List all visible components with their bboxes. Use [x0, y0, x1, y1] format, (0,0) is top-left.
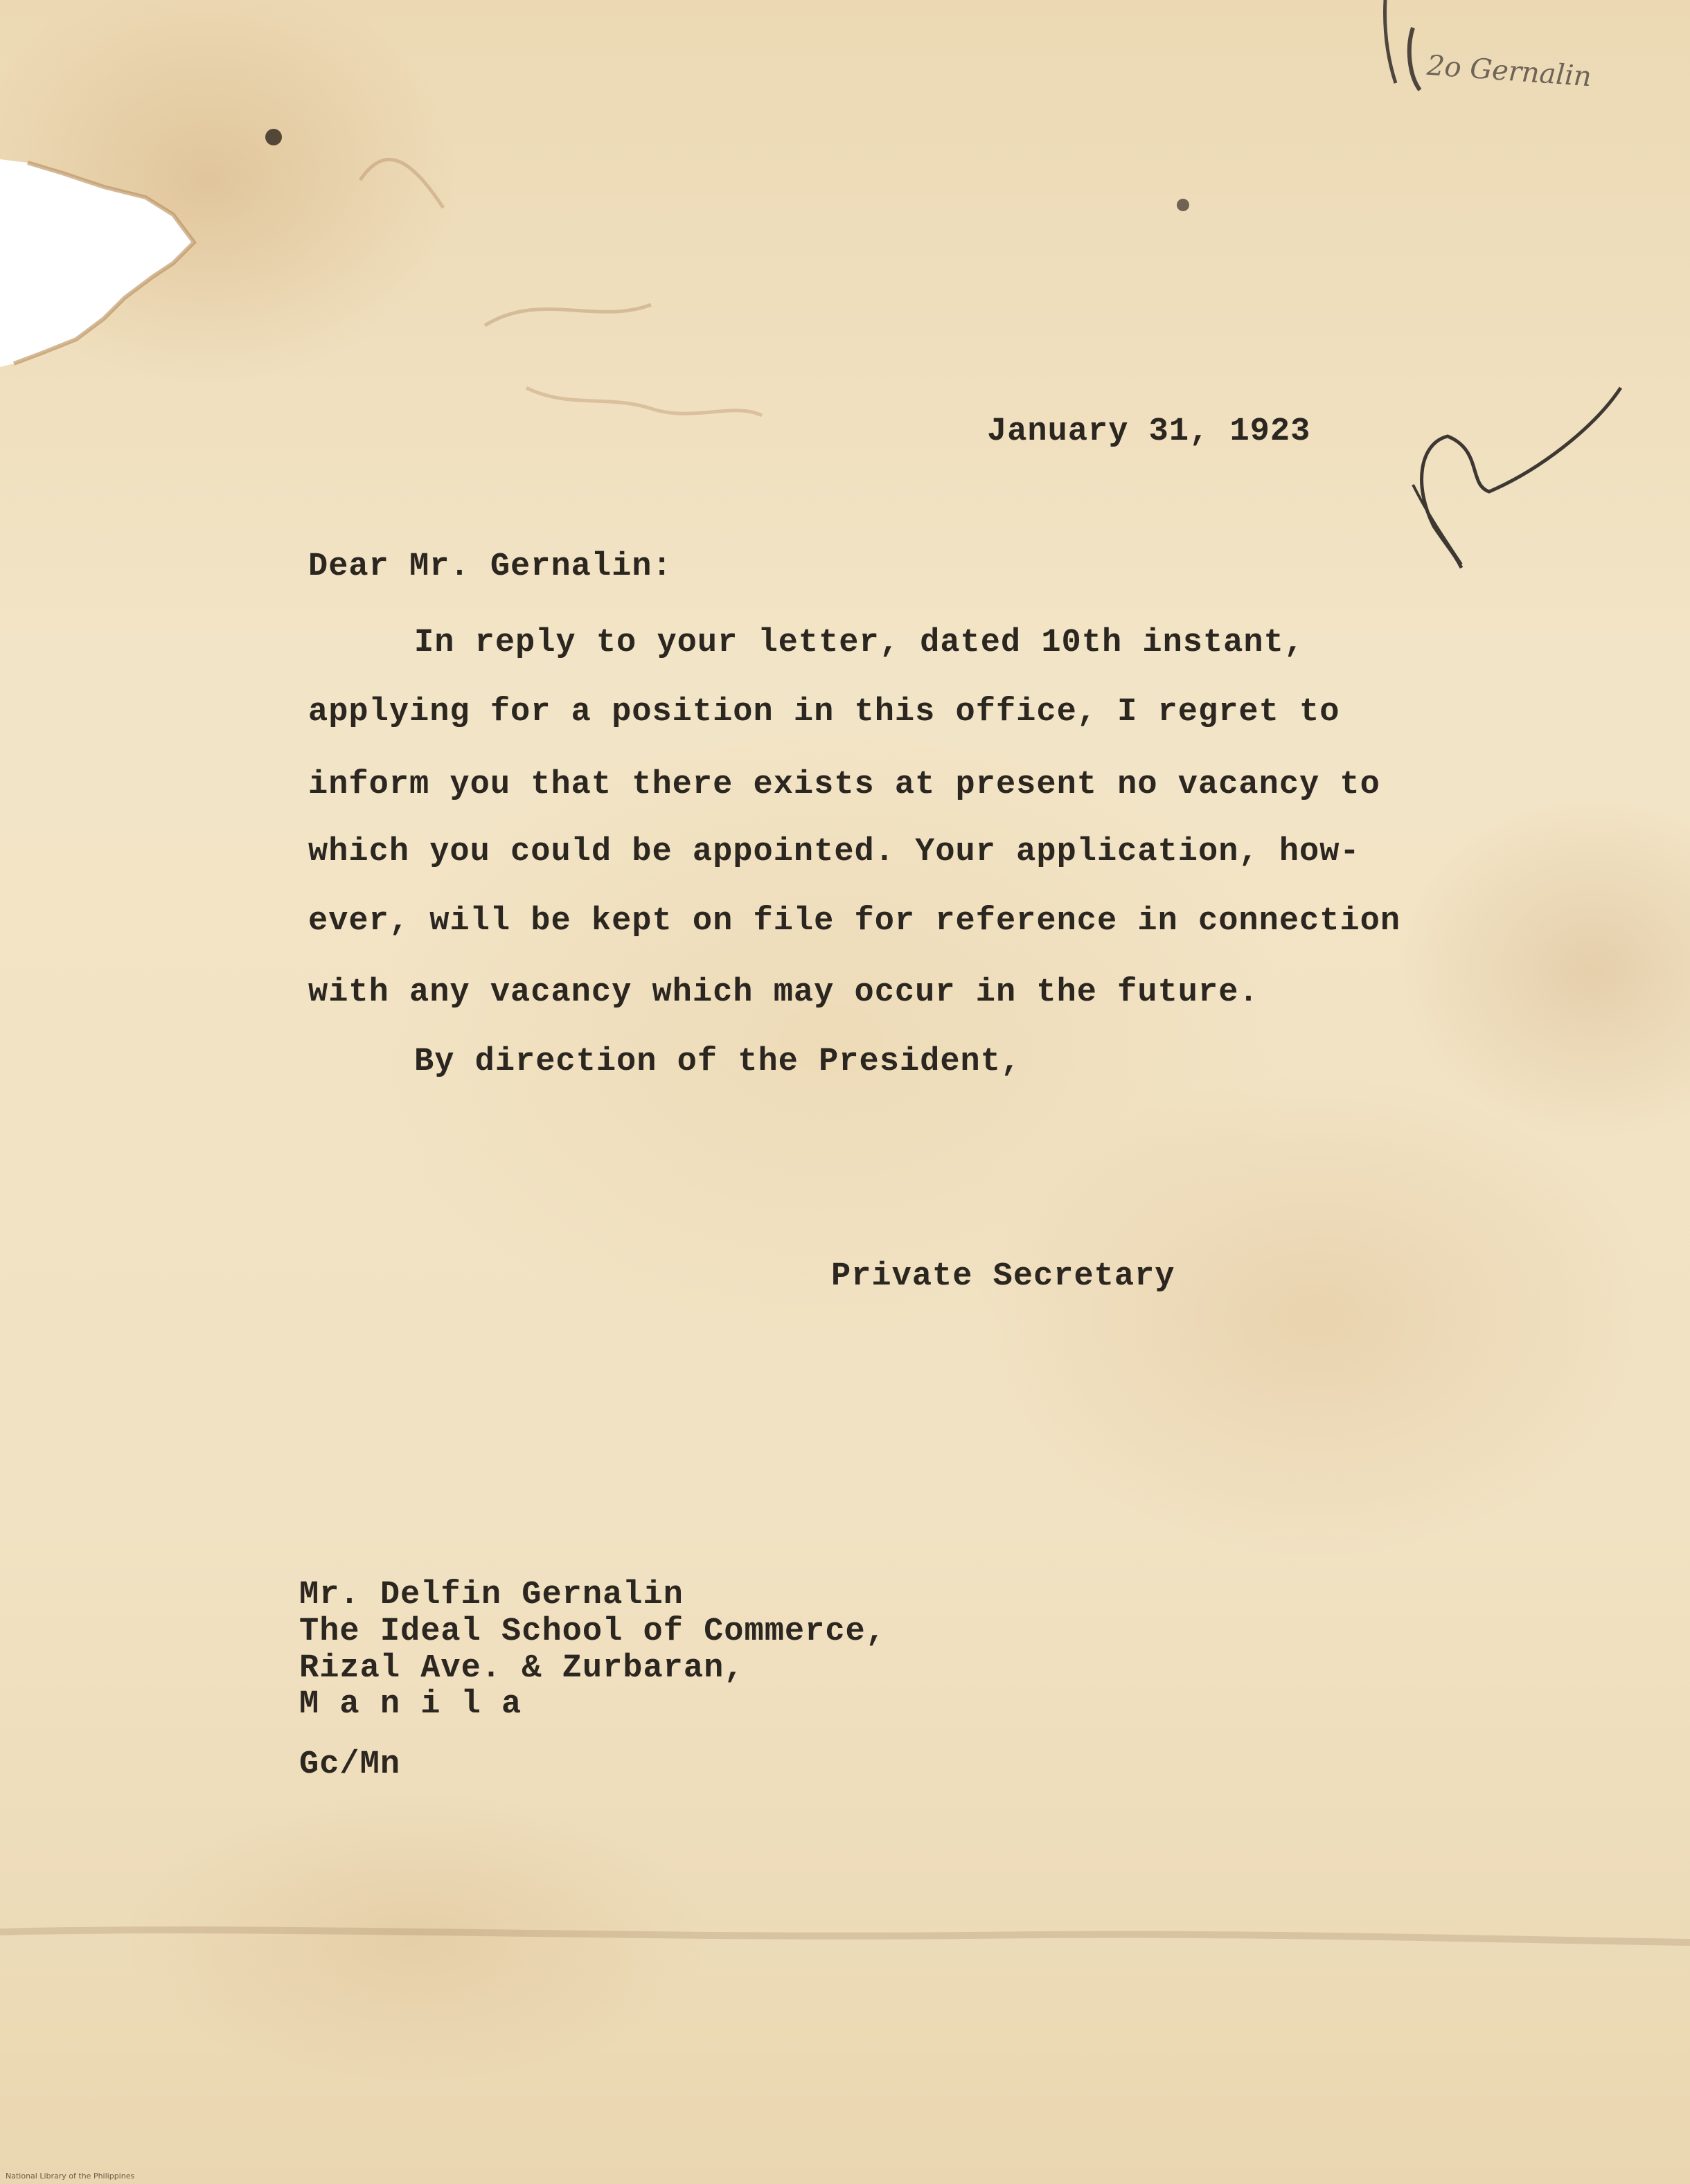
body-line: applying for a position in this office, I regret to	[308, 694, 1340, 731]
recipient-city: M a n i l a	[299, 1686, 522, 1723]
recipient-organization: The Ideal School of Commerce,	[299, 1613, 886, 1650]
body-line: ever, will be kept on file for reference in connection	[308, 903, 1401, 940]
salutation: Dear Mr. Gernalin:	[308, 548, 673, 585]
closing-line: By direction of the President,	[414, 1044, 1022, 1080]
body-line: In reply to your letter, dated 10th instant,	[414, 625, 1305, 661]
torn-corner	[0, 159, 222, 367]
pencil-note: 2o Gernalin	[1425, 49, 1593, 93]
archive-stamp: National Library of the Philippines	[6, 2172, 135, 2181]
letter-date: January 31, 1923	[987, 413, 1311, 450]
body-line: which you could be appointed. Your application, how-	[308, 834, 1360, 870]
body-line: with any vacancy which may occur in the future.	[308, 974, 1259, 1011]
recipient-name: Mr. Delfin Gernalin	[299, 1577, 684, 1613]
signature-title: Private Secretary	[831, 1258, 1175, 1295]
reference-initials: Gc/Mn	[299, 1746, 401, 1783]
body-line: inform you that there exists at present no vacancy to	[308, 767, 1380, 803]
recipient-street: Rizal Ave. & Zurbaran,	[299, 1650, 745, 1687]
